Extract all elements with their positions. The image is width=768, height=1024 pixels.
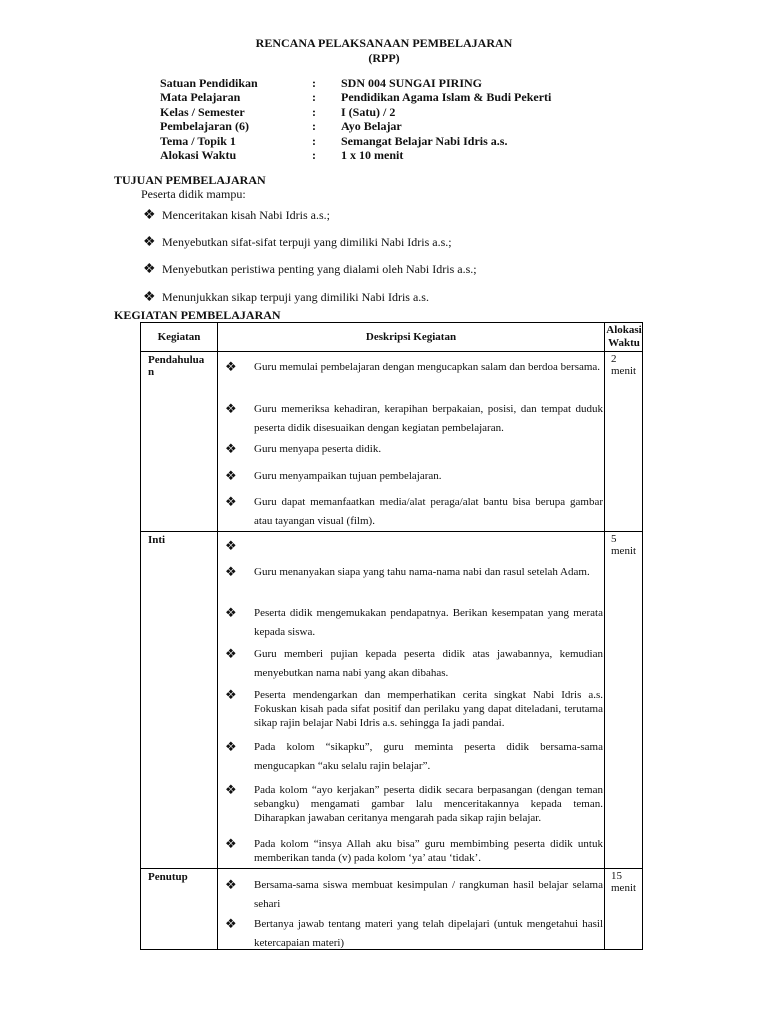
column-divider <box>604 323 605 949</box>
activity-item <box>225 440 603 459</box>
identity-value: SDN 004 SUNGAI PIRING <box>341 76 483 90</box>
objective-text: Menyebutkan peristiwa penting yang dialami oleh Nabi Idris a.s.; <box>162 262 477 276</box>
identity-label: Kelas / Semester <box>160 104 245 119</box>
identity-row <box>160 90 551 104</box>
activity-text: Peserta didik mengemukakan pendapatnya. Berikan kesempatan yang merata kepada siswa. <box>254 607 603 638</box>
activity-item <box>225 563 603 582</box>
identity-row <box>160 134 551 148</box>
bullet-diamond-icon: ❖ <box>225 916 237 931</box>
bullet-diamond-icon: ❖ <box>225 877 237 892</box>
bullet-diamond-icon: ❖ <box>225 605 237 620</box>
objective-item <box>143 262 477 277</box>
objective-text: Menunjukkan sikap terpuji yang dimiliki Nabi Idris a.s. <box>162 290 429 304</box>
activity-text: Guru menyampaikan tujuan pembelajaran. <box>254 470 442 482</box>
activity-item <box>225 467 603 486</box>
activity-item <box>225 738 603 775</box>
bullet-diamond-icon: ❖ <box>225 687 237 702</box>
header-deskripsi: Deskripsi Kegiatan <box>365 331 457 343</box>
alloc-pendahuluan: 2 menit <box>611 353 637 377</box>
activity-item <box>225 604 603 641</box>
activity-item <box>225 686 603 730</box>
bullet-diamond-icon: ❖ <box>225 836 237 851</box>
identity-label: Tema / Topik 1 <box>160 133 236 148</box>
activity-item <box>225 781 603 825</box>
bullet-diamond-icon: ❖ <box>143 207 156 223</box>
activity-text: Pada kolom “sikapku”, guru meminta peserta didik bersama-sama mengucapkan “aku selalu rajin belajar”. <box>254 741 603 772</box>
identity-value: 1 x 10 menit <box>341 147 404 162</box>
identity-table <box>160 76 551 162</box>
identity-colon: : <box>312 147 316 162</box>
objective-text: Menyebutkan sifat-sifat terpuji yang dimiliki Nabi Idris a.s.; <box>162 235 452 249</box>
identity-colon: : <box>312 90 316 105</box>
activity-item <box>225 645 603 682</box>
alloc-penutup: 15 menit <box>611 870 637 894</box>
bullet-diamond-icon: ❖ <box>143 289 156 305</box>
activity-text: Guru dapat memanfaatkan media/alat peraga/alat bantu bisa berupa gambar atau tayangan visual (film). <box>254 496 603 527</box>
activity-item <box>225 876 603 913</box>
identity-colon: : <box>312 104 316 119</box>
identity-value: Semangat Belajar Nabi Idris a.s. <box>341 133 508 148</box>
activity-text: Guru memberi pujian kepada peserta didik atas jawabannya, kemudian menyebutkan nama nabi yang akan dibahas. <box>254 648 603 679</box>
objectives-heading: TUJUAN PEMBELAJARAN <box>114 173 266 187</box>
activity-item <box>225 400 603 437</box>
activity-text: Pada kolom “ayo kerjakan” peserta didik secara berpasangan (dengan teman sebangku) mengamati gambar lalu menceritakannya kepada teman. Diharapkan jawaban ceritanya mengarah pada sikap rajin belajar. <box>254 784 603 824</box>
activity-item <box>225 835 603 865</box>
identity-label: Mata Pelajaran <box>160 90 241 105</box>
stage-name-line1: Pendahulua <box>148 354 205 366</box>
identity-label: Pembelajaran (6) <box>160 119 249 134</box>
stage-penutup: Penutup <box>148 871 188 883</box>
row-divider <box>141 531 642 532</box>
activity-item <box>225 493 603 530</box>
activity-item <box>225 358 603 377</box>
activities-heading: KEGIATAN PEMBELAJARAN <box>114 308 281 322</box>
objective-item <box>143 290 429 305</box>
activity-text: Pada kolom “insya Allah aku bisa” guru membimbing peserta didik untuk memberikan tanda (v) pada kolom ‘ya’ atau ‘tidak’. <box>254 838 603 864</box>
alloc-inti: 5 menit <box>611 533 637 557</box>
activity-text: Guru menyapa peserta didik. <box>254 443 382 455</box>
activity-text: Guru memulai pembelajaran dengan mengucapkan salam dan berdoa bersama. <box>254 361 601 373</box>
column-divider <box>217 323 218 949</box>
identity-colon: : <box>312 119 316 134</box>
activity-item <box>225 915 603 952</box>
bullet-diamond-icon: ❖ <box>225 441 237 456</box>
identity-value: Pendidikan Agama Islam & Budi Pekerti <box>341 90 552 105</box>
identity-value: Ayo Belajar <box>341 119 402 134</box>
bullet-diamond-icon: ❖ <box>225 564 237 579</box>
document-title: RENCANA PELAKSANAAN PEMBELAJARAN <box>255 36 513 50</box>
objectives-intro: Peserta didik mampu: <box>141 187 246 201</box>
activity-text: Guru memeriksa kehadiran, kerapihan berpakaian, posisi, dan tempat duduk peserta didik disesuaikan dengan kegiatan pembelajaran. <box>254 403 603 434</box>
objective-text: Menceritakan kisah Nabi Idris a.s.; <box>162 208 330 222</box>
objective-item <box>143 235 452 250</box>
activity-text: Bersama-sama siswa membuat kesimpulan / rangkuman hasil belajar selama sehari <box>254 879 603 910</box>
header-alokasi <box>605 324 643 350</box>
document-subtitle: (RPP) <box>368 51 400 65</box>
identity-colon: : <box>312 76 316 90</box>
header-kegiatan: Kegiatan <box>157 331 201 343</box>
bullet-diamond-icon: ❖ <box>225 782 237 797</box>
activity-text: Bertanya jawab tentang materi yang telah dipelajari (untuk mengetahui hasil ketercapaian materi) <box>254 918 603 949</box>
stage-name-line2: n <box>148 366 155 378</box>
bullet-diamond-icon: ❖ <box>225 646 237 661</box>
header-alokasi-line1: Alokasi <box>606 324 642 336</box>
identity-row <box>160 119 551 133</box>
bullet-diamond-icon: ❖ <box>143 261 156 277</box>
identity-value: I (Satu) / 2 <box>341 104 396 119</box>
activities-table <box>140 322 643 950</box>
identity-colon: : <box>312 133 316 148</box>
bullet-diamond-icon: ❖ <box>225 401 237 416</box>
bullet-diamond-icon: ❖ <box>225 468 237 483</box>
objective-item <box>143 208 330 223</box>
identity-label: Satuan Pendidikan <box>160 76 258 90</box>
header-alokasi-line2: Waktu <box>608 337 640 349</box>
activity-text: Peserta mendengarkan dan memperhatikan cerita singkat Nabi Idris a.s. Fokuskan kisah pada sifat positif dan perilaku yang dapat diteladani, terutama sikap rajin belajar Nabi Idris a.s. sehingga Ia jadi pandai. <box>254 689 603 729</box>
identity-label: Alokasi Waktu <box>160 147 237 162</box>
bullet-diamond-icon: ❖ <box>225 538 237 553</box>
bullet-diamond-icon: ❖ <box>225 359 237 374</box>
identity-row <box>160 105 551 119</box>
row-divider <box>141 868 642 869</box>
bullet-diamond-icon: ❖ <box>143 234 156 250</box>
identity-row <box>160 148 551 162</box>
bullet-diamond-icon: ❖ <box>225 494 237 509</box>
bullet-diamond-icon: ❖ <box>225 739 237 754</box>
identity-row <box>160 76 551 90</box>
stage-pendahuluan <box>148 354 216 378</box>
stage-inti: Inti <box>148 534 166 546</box>
activity-text: Guru menanyakan siapa yang tahu nama-nama nabi dan rasul setelah Adam. <box>254 566 590 578</box>
row-divider <box>141 351 642 352</box>
